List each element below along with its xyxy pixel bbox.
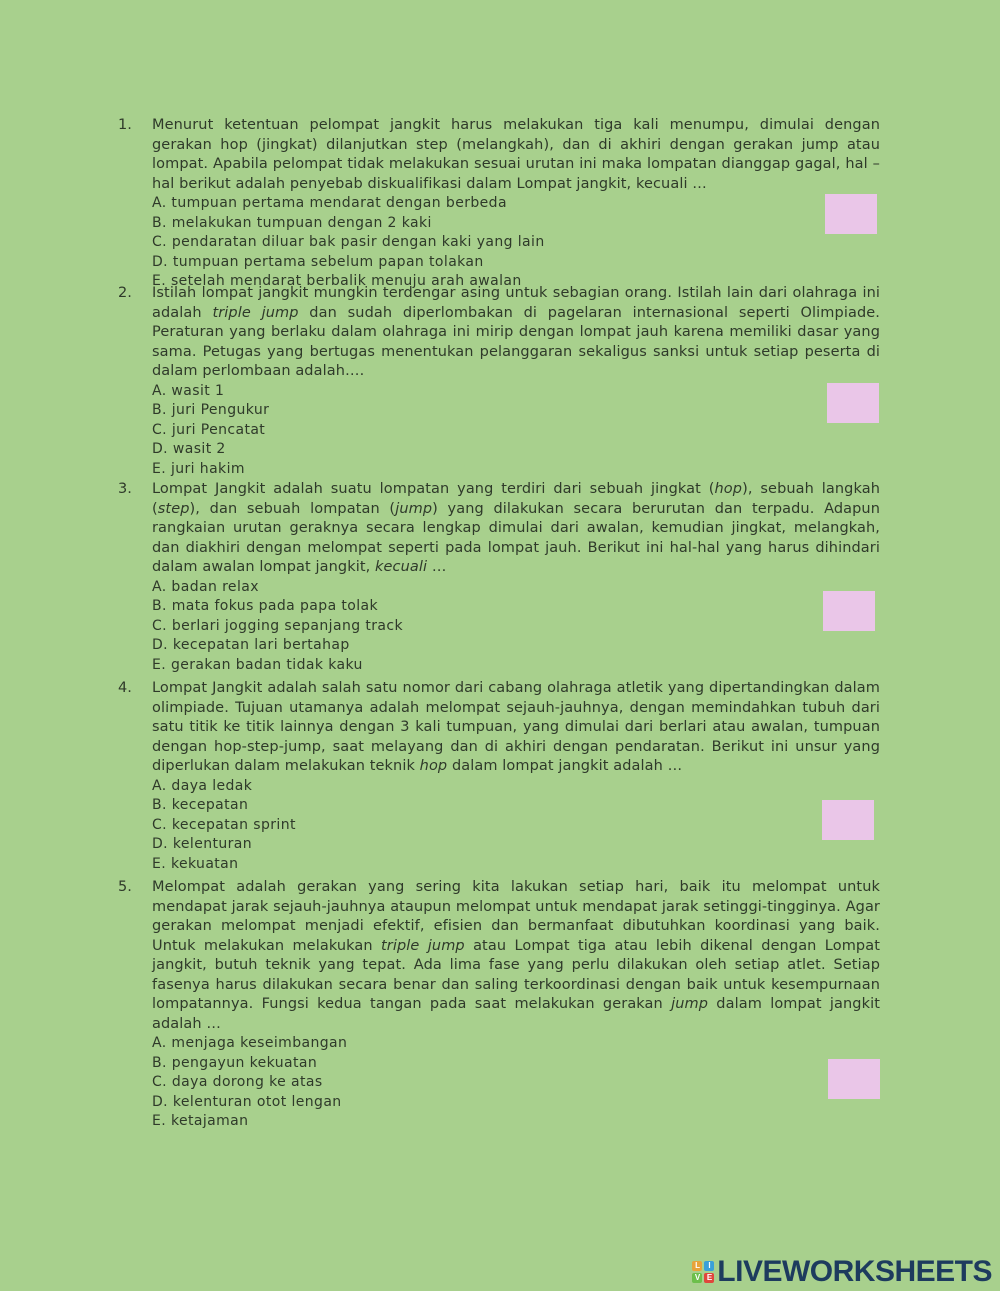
answer-box-3[interactable] [823, 591, 875, 631]
option-d: D. tumpuan pertama sebelum papan tolakan [152, 253, 484, 270]
logo-badge-icon: L I V E [692, 1261, 714, 1283]
question-2 [118, 284, 880, 479]
question-number: 3. [118, 481, 132, 497]
option-e: E. juri hakim [152, 460, 245, 477]
option-c: C. berlari jogging sepanjang track [152, 617, 403, 634]
question-3 [118, 480, 880, 675]
question-number: 2. [118, 285, 132, 301]
option-b: B. melakukan tumpuan dengan 2 kaki [152, 214, 432, 231]
answer-box-1[interactable] [825, 194, 877, 234]
options-list [152, 777, 880, 875]
option-e: E. ketajaman [152, 1113, 249, 1130]
option-a: A. daya ledak [152, 777, 253, 794]
question-text: Lompat Jangkit adalah salah satu nomor dari cabang olahraga atletik yang dipertandingkan dalam olimpiade. Tujuan utamanya adalah melompat sejauh-jauhnya, dengan memindahkan tubuh dari satu titik ke titik lainnya dengan 3 kali tumpuan, yang dimulai dari berlari atau awalan, tumpuan dengan hop-step-jump, saat melayang dan di akhiri dengan pendaratan. Berikut ini unsur yang diperlukan dalam melakukan teknik hop dalam lompat jangkit adalah … [152, 680, 880, 774]
option-e: E. kekuatan [152, 855, 239, 872]
question-1 [118, 116, 880, 292]
question-4 [118, 679, 880, 874]
option-b: B. mata fokus pada papa tolak [152, 598, 379, 615]
option-b: B. pengayun kekuatan [152, 1054, 318, 1071]
option-b: B. kecepatan [152, 797, 249, 814]
option-e: E. setelah mendarat berbalik menuju arah awalan [152, 273, 522, 290]
option-c: C. pendaratan diluar bak pasir dengan kaki yang lain [152, 234, 545, 251]
option-c: C. juri Pencatat [152, 421, 266, 438]
option-d: D. wasit 2 [152, 441, 226, 458]
options-list [152, 382, 880, 480]
option-a: A. badan relax [152, 578, 259, 595]
option-c: C. daya dorong ke atas [152, 1074, 323, 1091]
option-b: B. juri Pengukur [152, 402, 270, 419]
option-d: D. kecepatan lari bertahap [152, 637, 350, 654]
option-a: A. wasit 1 [152, 382, 225, 399]
option-e: E. gerakan badan tidak kaku [152, 656, 363, 673]
option-a: A. menjaga keseimbangan [152, 1035, 348, 1051]
liveworksheets-logo[interactable] [692, 1255, 992, 1289]
question-5 [118, 878, 880, 1132]
options-list [152, 194, 880, 292]
question-text: Lompat Jangkit adalah suatu lompatan yang terdiri dari sebuah jingkat (hop), sebuah langkah (step), dan sebuah lompatan (jump) yang dilakukan secara berurutan dan terpadu. Adapun rangkaian urutan geraknya secara lengkap dimulai dari awalan, kemudian jingkat, melangkah, dan diakhiri dengan melompat seperti pada lompat jauh. Berikut ini hal-hal yang harus dihindari dalam awalan lompat jangkit, kecuali … [152, 481, 881, 575]
question-text: Istilah lompat jangkit mungkin terdengar asing untuk sebagian orang. Istilah lain dari olahraga ini adalah triple jump dan sudah diperlombakan di pagelaran internasional seperti Olimpiade. Peraturan yang berlaku dalam olahraga ini mirip dengan lompat jauh karena memiliki dasar yang sama. Petugas yang bertugas menentukan pelanggaran sekaligus sanksi untuk setiap peserta di dalam perlombaan adalah…. [152, 285, 880, 379]
options-list [152, 578, 880, 676]
question-text: Menurut ketentuan pelompat jangkit harus melakukan tiga kali menumpu, dimulai dengan gerakan hop (jingkat) dilanjutkan step (melangkah), dan di akhiri dengan gerakan jump atau lompat. Apabila pelompat tidak melakukan sesuai urutan ini maka lompatan dianggap gagal, hal – hal berikut adalah penyebab diskualifikasi dalam Lompat jangkit, kecuali … [152, 117, 880, 192]
answer-box-5[interactable] [828, 1059, 880, 1099]
question-text: Melompat adalah gerakan yang sering kita lakukan setiap hari, baik itu melompat untuk mendapat jarak sejauh-jauhnya ataupun melompat untuk mendapat jarak setinggi-tingginya. Agar gerakan melompat menjadi efektif, efisien dan bermanfaat dibutuhkan koordinasi yang baik. Untuk melakukan melakukan triple jump atau Lompat tiga atau lebih dikenal dengan Lompat jangkit, butuh teknik yang tepat. Ada lima fase yang perlu dilakukan oleh setiap atlet. Setiap fasenya harus dilakukan secara benar dan saling terkoordinasi dengan baik untuk kesempurnaan lompatannya. Fungsi kedua tangan pada saat melakukan gerakan jump dalam lompat jangkit adalah … [152, 879, 880, 1032]
answer-box-2[interactable] [827, 383, 879, 423]
options-list [152, 1034, 880, 1132]
option-c: C. kecepatan sprint [152, 816, 296, 833]
logo-text: LIVEWORKSHEETS [717, 1255, 992, 1288]
option-d: D. kelenturan [152, 836, 253, 853]
question-number: 5. [118, 879, 132, 895]
option-d: D. kelenturan otot lengan [152, 1093, 342, 1110]
answer-box-4[interactable] [822, 800, 874, 840]
question-number: 1. [118, 117, 132, 133]
question-number: 4. [118, 680, 132, 696]
option-a: A. tumpuan pertama mendarat dengan berbeda [152, 195, 507, 211]
